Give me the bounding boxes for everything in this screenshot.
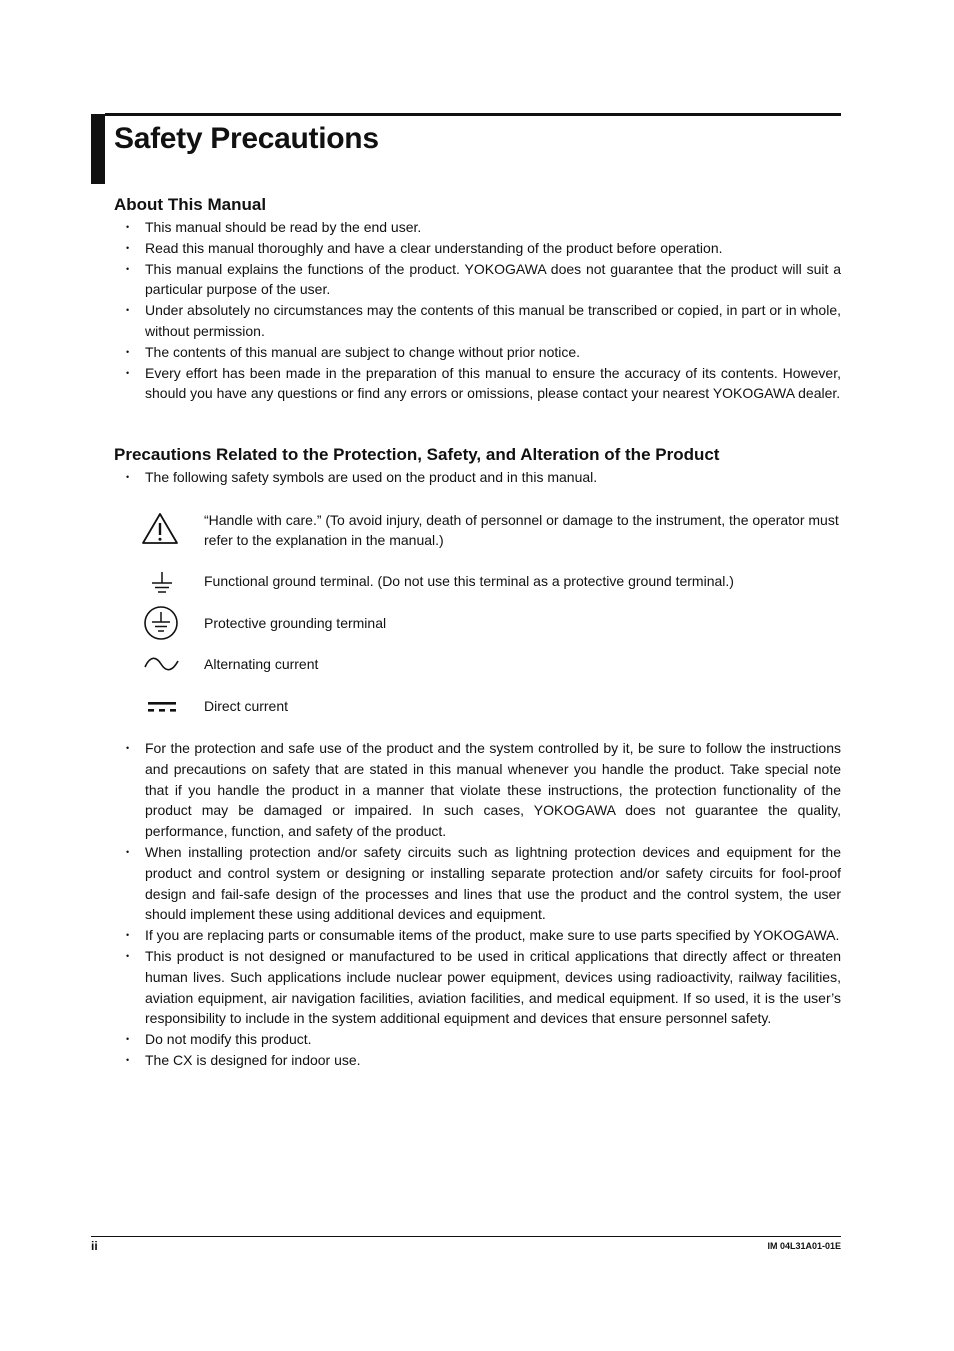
- about-list: [124, 217, 841, 404]
- list-item: • For the protection and safe use of the product and the system controlled by it, be sure to follow the instructions and precautions on safety that are stated in this manual whenever you handle the product. Take special note that if you handle the product in a manner that violate these instructions, the protection functionality of the product may be damaged or impaired. In such cases, YOKOGAWA does not guarantee the quality, performance, function, and safety of the product.: [124, 738, 841, 842]
- list-item: • The following safety symbols are used on the product and in this manual.: [124, 467, 841, 488]
- symbol-description: “Handle with care.” (To avoid injury, death of personnel or damage to the instrument, the operator must refer to the explanation in the manual.): [204, 512, 839, 548]
- direct-current-icon: [140, 696, 182, 721]
- precautions-list: [124, 738, 841, 1071]
- list-item: • This manual explains the functions of the product. YOKOGAWA does not guarantee that the product will suit a particular purpose of the user.: [124, 259, 841, 301]
- list-item: • The contents of this manual are subject to change without prior notice.: [124, 342, 841, 363]
- symbol-row-alternating-current: [140, 654, 841, 676]
- document-id: IM 04L31A01-01E: [767, 1241, 841, 1251]
- protective-ground-icon: [140, 605, 182, 650]
- list-item: • If you are replacing parts or consumable items of the product, make sure to use parts specified by YOKOGAWA.: [124, 925, 841, 946]
- list-item: • Do not modify this product.: [124, 1029, 841, 1050]
- about-heading: About This Manual: [114, 195, 267, 214]
- footer-rule: [91, 1236, 841, 1237]
- symbol-row-handle-with-care: [140, 510, 841, 550]
- list-item: • This manual should be read by the end user.: [124, 217, 841, 238]
- list-item: • Under absolutely no circumstances may the contents of this manual be transcribed or copied, in part or in whole, without permission.: [124, 300, 841, 342]
- title-rule: [105, 113, 841, 116]
- page-number: ii: [91, 1239, 98, 1253]
- symbol-description: Protective grounding terminal: [204, 615, 387, 631]
- symbol-row-direct-current: [140, 696, 841, 718]
- warning-triangle-icon: [140, 510, 182, 551]
- precautions-heading: Precautions Related to the Protection, Safety, and Alteration of the Product: [114, 445, 720, 464]
- list-item: • Read this manual thoroughly and have a clear understanding of the product before operation.: [124, 238, 841, 259]
- list-item: • The CX is designed for indoor use.: [124, 1050, 841, 1071]
- symbol-row-functional-ground: [140, 571, 841, 597]
- list-item: • When installing protection and/or safety circuits such as lightning protection devices and equipment for the product and control system or designing or installing separate protection and/or safety circuits for fool-proof design and fail-safe design of the processes and lines that use the product and the control system, the user should implement these using additional devices and equipment.: [124, 842, 841, 925]
- symbol-description: Functional ground terminal. (Do not use this terminal as a protective ground terminal.): [204, 573, 734, 589]
- symbol-description: Alternating current: [204, 656, 319, 672]
- symbol-row-protective-ground: [140, 613, 841, 643]
- page-title: Safety Precautions: [114, 122, 379, 155]
- list-item: • This product is not designed or manufactured to be used in critical applications that directly affect or threaten human lives. Such applications include nuclear power equipment, devices using radioactivity, railway facilities, aviation equipment, air navigation facilities, aviation facilities, and medical equipment. If so used, it is the user’s responsibility to include in the system additional equipment and devices that ensure personnel safety.: [124, 946, 841, 1029]
- functional-ground-icon: [140, 571, 182, 602]
- symbol-description: Direct current: [204, 698, 289, 714]
- precautions-intro-list: [124, 467, 841, 488]
- title-bar-accent: [91, 114, 105, 184]
- list-item: • Every effort has been made in the preparation of this manual to ensure the accuracy of its contents. However, should you have any questions or find any errors or omissions, please contact your nearest YOKOGAWA dealer.: [124, 363, 841, 405]
- alternating-current-icon: [140, 654, 182, 679]
